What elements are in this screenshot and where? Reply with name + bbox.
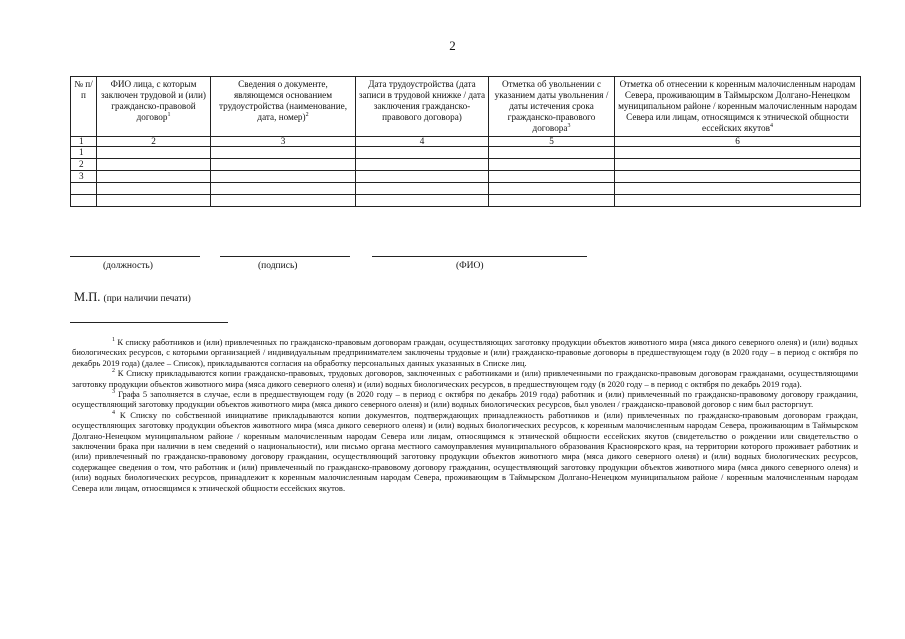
table-cell	[97, 171, 211, 183]
table-cell: 3	[71, 171, 97, 183]
header-cell: Отметка об увольнении с указанием даты увольнения / даты истечения срока гражданско-правового договора$^3$	[489, 77, 615, 137]
employee-list-table	[70, 76, 861, 207]
table-cell	[97, 159, 211, 171]
header-cell: Дата трудоустройства (дата записи в трудовой книжке / дата заключения гражданско-правового договора)	[356, 77, 489, 137]
table-cell	[356, 195, 489, 207]
column-number: 5	[489, 137, 615, 147]
signature-caption: (подпись)	[258, 261, 298, 271]
footnote-separator	[70, 322, 228, 323]
table-cell	[489, 195, 615, 207]
table-row	[71, 171, 861, 183]
header-cell: Сведения о документе, являющемся основанием трудоустройства (наименование, дата, номер)$^2$	[211, 77, 356, 137]
footnote: $^1$ К списку работников и (или) привлеченных по гражданско-правовым договорам граждан, осуществляющих заготовку продукции объектов животного мира (мяса дикого северного оленя) и (или) водных биологических ресурсов, с которыми организацией / индивидуальным предпринимателем заключены трудовые и (или) гражданско-правовые договоры в предшествующем году (в 2020 году – в период с октября по декабрь 2019 года) (далее – Список), прикладываются согласия на обработку персональных данных указанных в Списке лиц.	[72, 337, 858, 368]
table-cell	[211, 183, 356, 195]
table-header-row	[71, 77, 861, 137]
position-line	[70, 256, 200, 257]
table-cell	[615, 159, 861, 171]
table-cell	[615, 171, 861, 183]
stamp-note: (при наличии печати)	[103, 294, 191, 304]
page-number: 2	[449, 38, 456, 53]
table-cell	[211, 147, 356, 159]
name-caption: (ФИО)	[456, 261, 484, 271]
table-cell	[356, 147, 489, 159]
footnote: $^4$ К Списку по собственной инициативе прикладываются копии документов, подтверждающих принадлежность работников и (или) привлеченных по гражданско-правовым договорам граждан, осуществляющих заготовку продукции объектов животного мира (мяса дикого северного оленя) и (или) водных биологических ресурсов, к коренным малочисленным народам Севера, проживающим в Таймырском Долгано-Ненецком муниципальном районе / коренным малочисленным народам Севера или лицам, относящимся к этнической общности ессейских якутов (свидетельство о рождении или свидетельство о заключении брака при наличии в нем сведений о национальности), или письмо органа местного самоуправления муниципального образования Красноярского края, на территории которого проживает работник и (или) привлеченный по гражданско-правовому договору гражданин, осуществляющий заготовку продукции объектов животного мира (мяса дикого северного оленя) и (или) водных биологических ресурсов, содержащее сведения о том, что работник и (или) привлеченный по гражданско-правовому договору гражданин, осуществляющий заготовку продукции объектов животного мира (мяса дикого северного оленя) и (или) водных биологических ресурсов, принадлежит к коренным малочисленным народам Севера, проживающим в Таймырском Долгано-Ненецком муниципальном районе / коренным малочисленным народам Севера или лицам, относящимся к этнической общности ессейских якутов.	[72, 409, 858, 493]
table-cell	[211, 159, 356, 171]
footnotes	[72, 337, 858, 493]
table-cell	[356, 171, 489, 183]
table-cell	[489, 159, 615, 171]
table-cell	[489, 183, 615, 195]
header-cell: Отметка об отнесении к коренным малочисленным народам Севера, проживающим в Таймырском Долгано-Ненецком муниципальном районе / коренным малочисленным народам Севера или лицам, относящимся к этнической общности ессейских якутов$^4$	[615, 77, 861, 137]
footnote: $^2$ К Списку прикладываются копии гражданско-правовых, трудовых договоров, заключенных с работниками и (или) привлеченными по гражданско-правовым договорам гражданами, осуществляющими заготовку продукции объектов животного мира (мяса дикого северного оленя) и (или) водных биологических ресурсов, в предшествующем году (в 2020 году – в период с октября по декабрь 2019 года).	[72, 368, 859, 389]
table-row	[71, 183, 861, 195]
table-cell	[615, 183, 861, 195]
table-cell	[97, 147, 211, 159]
table-cell	[97, 183, 211, 195]
table-cell	[615, 147, 861, 159]
signature-line	[220, 256, 350, 257]
table-row	[71, 147, 861, 159]
column-number: 6	[615, 137, 861, 147]
table-cell: 1	[71, 147, 97, 159]
table-cell	[615, 195, 861, 207]
table-cell	[97, 195, 211, 207]
table-cell	[489, 147, 615, 159]
stamp-place	[74, 290, 191, 305]
table-cell	[356, 159, 489, 171]
footnote: $^3$ Графа 5 заполняется в случае, если в предшествующем году (в 2020 году – в период с октября по декабрь 2019 года) работник и (или) привлеченный по гражданско-правовому договору гражданин, осуществляющий заготовку продукции объектов животного мира (мяса дикого северного оленя) и (или) водных биологических ресурсов, был уволен / гражданско-правовой договор с ним был расторгнут.	[72, 389, 859, 410]
table-cell	[71, 195, 97, 207]
column-number-row	[71, 137, 861, 147]
name-line	[372, 256, 587, 257]
table-cell	[71, 183, 97, 195]
header-cell: ФИО лица, с которым заключен трудовой и (или) гражданско-правовой договор$^1$	[97, 77, 211, 137]
table-cell	[356, 183, 489, 195]
column-number: 4	[356, 137, 489, 147]
table-row	[71, 159, 861, 171]
table-cell	[211, 171, 356, 183]
table-cell	[211, 195, 356, 207]
header-cell: № п/п	[71, 77, 97, 137]
table-cell	[489, 171, 615, 183]
table-cell: 2	[71, 159, 97, 171]
stamp-label: М.П.	[74, 290, 101, 304]
column-number: 1	[71, 137, 97, 147]
column-number: 3	[211, 137, 356, 147]
position-caption: (должность)	[103, 261, 153, 271]
table-row	[71, 195, 861, 207]
column-number: 2	[97, 137, 211, 147]
